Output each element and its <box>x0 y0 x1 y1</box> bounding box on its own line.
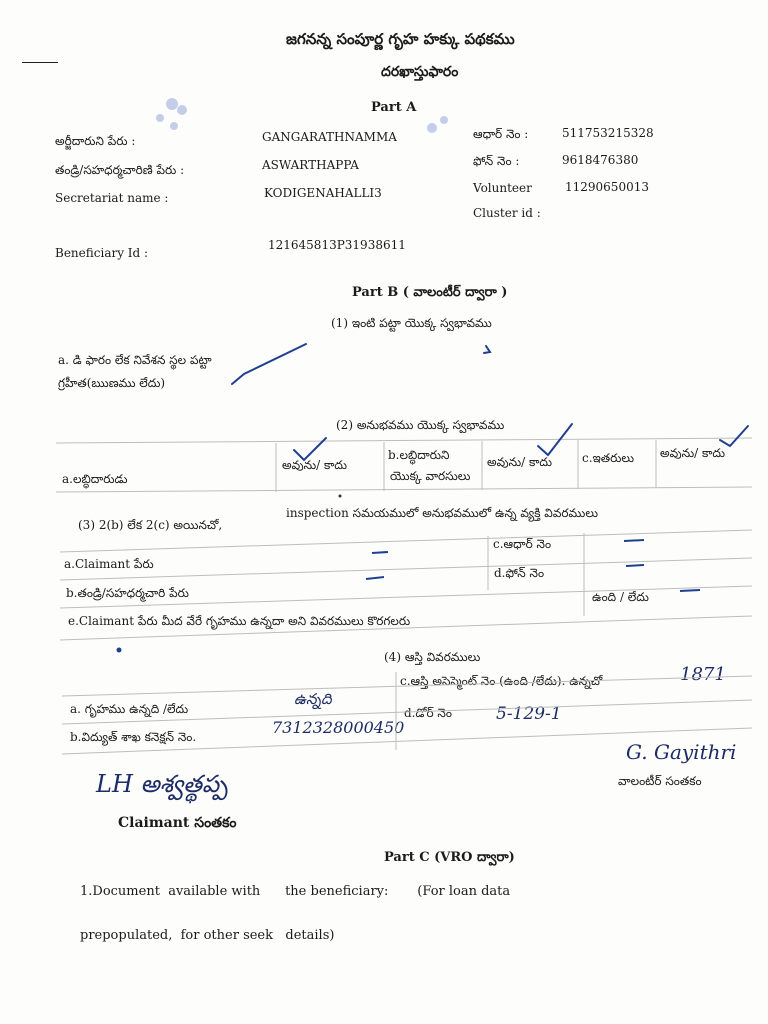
form-title: జగనన్న సంపూర్ణ గృహ హక్కు పథకము <box>286 30 515 48</box>
phone-value: 9618476380 <box>562 153 639 167</box>
section-3-father-label: b.తండ్రి/సహధర్మచారి పేరు <box>66 586 189 600</box>
section-4-house-label: a. గృహము ఉన్నది /లేదు <box>70 702 189 716</box>
section-3-other-house-option: ఉంది / లేదు <box>592 590 649 604</box>
section-4-house-value: ఉన్నది <box>294 690 332 708</box>
pen-dash-marks <box>366 540 700 591</box>
section-4-title: (4) ఆస్తి వివరములు <box>384 650 481 664</box>
secretariat-label: Secretariat name : <box>55 191 169 205</box>
section-2-table-rules <box>56 438 752 492</box>
volunteer-signature-label: వాలంటీర్ సంతకం <box>618 774 702 788</box>
secretariat-value: KODIGENAHALLI3 <box>264 186 382 200</box>
pen-tick-marks <box>232 344 748 460</box>
father-name-label: తండ్రి/సహధర్మచారిణి పేరు : <box>55 163 185 177</box>
volunteer-value: 11290650013 <box>565 180 649 194</box>
section-3-title-a: (3) 2(b) లేక 2(c) అయినచో, <box>78 518 223 532</box>
section-2-b-label-2: యొక్క వారసులు <box>390 469 471 483</box>
section-2-a-label: a.లబ్ధిదారుడు <box>62 472 128 486</box>
section-3-claimant-label: a.Claimant పేరు <box>64 557 154 571</box>
section-2-b-label-1: b.లబ్ధిదారుని <box>388 448 450 462</box>
section-2-a-option: అవును/ కాదు <box>282 458 348 472</box>
part-a-heading: Part A <box>371 100 417 115</box>
father-name-value: ASWARTHAPPA <box>262 158 359 172</box>
section-3-phone-label: d.ఫోన్ నెం <box>494 566 545 580</box>
stamp-smudge <box>156 98 448 133</box>
section-4-door-label: d.డోర్ నెం <box>404 706 452 720</box>
part-c-line-2: prepopulated, for other seek details) <box>80 928 335 943</box>
section-4-table-rules <box>62 672 752 754</box>
applicant-name-label: అర్జీదారుని పేరు : <box>55 134 136 148</box>
claimant-signature: LH అశ్వత్థప్ప <box>96 770 228 798</box>
section-3-aadhaar-label: c.ఆధార్ నెం <box>493 537 552 551</box>
section-4-door-value: 5-129-1 <box>496 704 562 724</box>
section-3-title-b: inspection సమయములో అనుభవములో ఉన్న వ్యక్తి వివరములు <box>286 506 598 520</box>
section-1-title: (1) ఇంటి పట్టా యొక్క స్వభావము <box>331 316 492 330</box>
part-c-heading: Part C (VRO ద్వారా) <box>384 850 515 865</box>
applicant-name-value: GANGARATHNAMMA <box>262 130 397 144</box>
part-b-heading: Part B ( వాలంటీర్ ద్వారా ) <box>352 285 508 300</box>
volunteer-label: Volunteer <box>473 181 532 195</box>
phone-label: ఫోన్ నెం : <box>473 154 520 168</box>
section-4-assessment-value: 1871 <box>680 664 726 685</box>
ink-dot <box>117 648 122 653</box>
aadhaar-label: ఆధార్ నెం : <box>473 127 529 141</box>
section-1-item-line2: గ్రహీత(ఋణము లేదు) <box>58 376 166 390</box>
section-4-electricity-label: b.విద్యుత్ శాఖ కనెక్షన్ నెం. <box>70 730 197 744</box>
aadhaar-value: 511753215328 <box>562 126 654 140</box>
section-3-table-rules <box>60 530 752 640</box>
section-2-c-label: c.ఇతరులు <box>582 451 635 465</box>
section-2-c-option: అవును/ కాదు <box>660 446 726 460</box>
section-2-title: (2) అనుభవము యొక్క స్వభావము <box>336 418 505 432</box>
beneficiary-id-label: Beneficiary Id : <box>55 246 149 260</box>
volunteer-signature: G. Gayithri <box>626 740 737 764</box>
claimant-signature-label: Claimant సంతకం <box>118 815 237 831</box>
ink-dot-small <box>339 495 342 498</box>
section-4-assessment-label: c.ఆస్తి అసెస్మెంట్ నెం (ఉంది /లేదు). ఉన్నచో <box>400 674 603 688</box>
section-4-electricity-value: 7312328000450 <box>272 718 405 737</box>
section-3-other-house-label: e.Claimant పేరు మీద వేరే గృహము ఉన్నదా అని వివరములు కొరగలరు <box>68 614 411 628</box>
beneficiary-id-value: 121645813P31938611 <box>268 238 406 252</box>
cluster-id-label: Cluster id : <box>473 206 541 220</box>
form-subtitle: దరఖాస్తుఫారం <box>381 64 459 80</box>
section-2-b-option: అవును/ కాదు <box>487 455 553 469</box>
section-1-item-line1: a. డి ఫారం లేక నివేశన స్థల పట్టా <box>58 353 212 367</box>
part-c-line-1: 1.Document available with the beneficiary: (For loan data <box>80 884 511 899</box>
